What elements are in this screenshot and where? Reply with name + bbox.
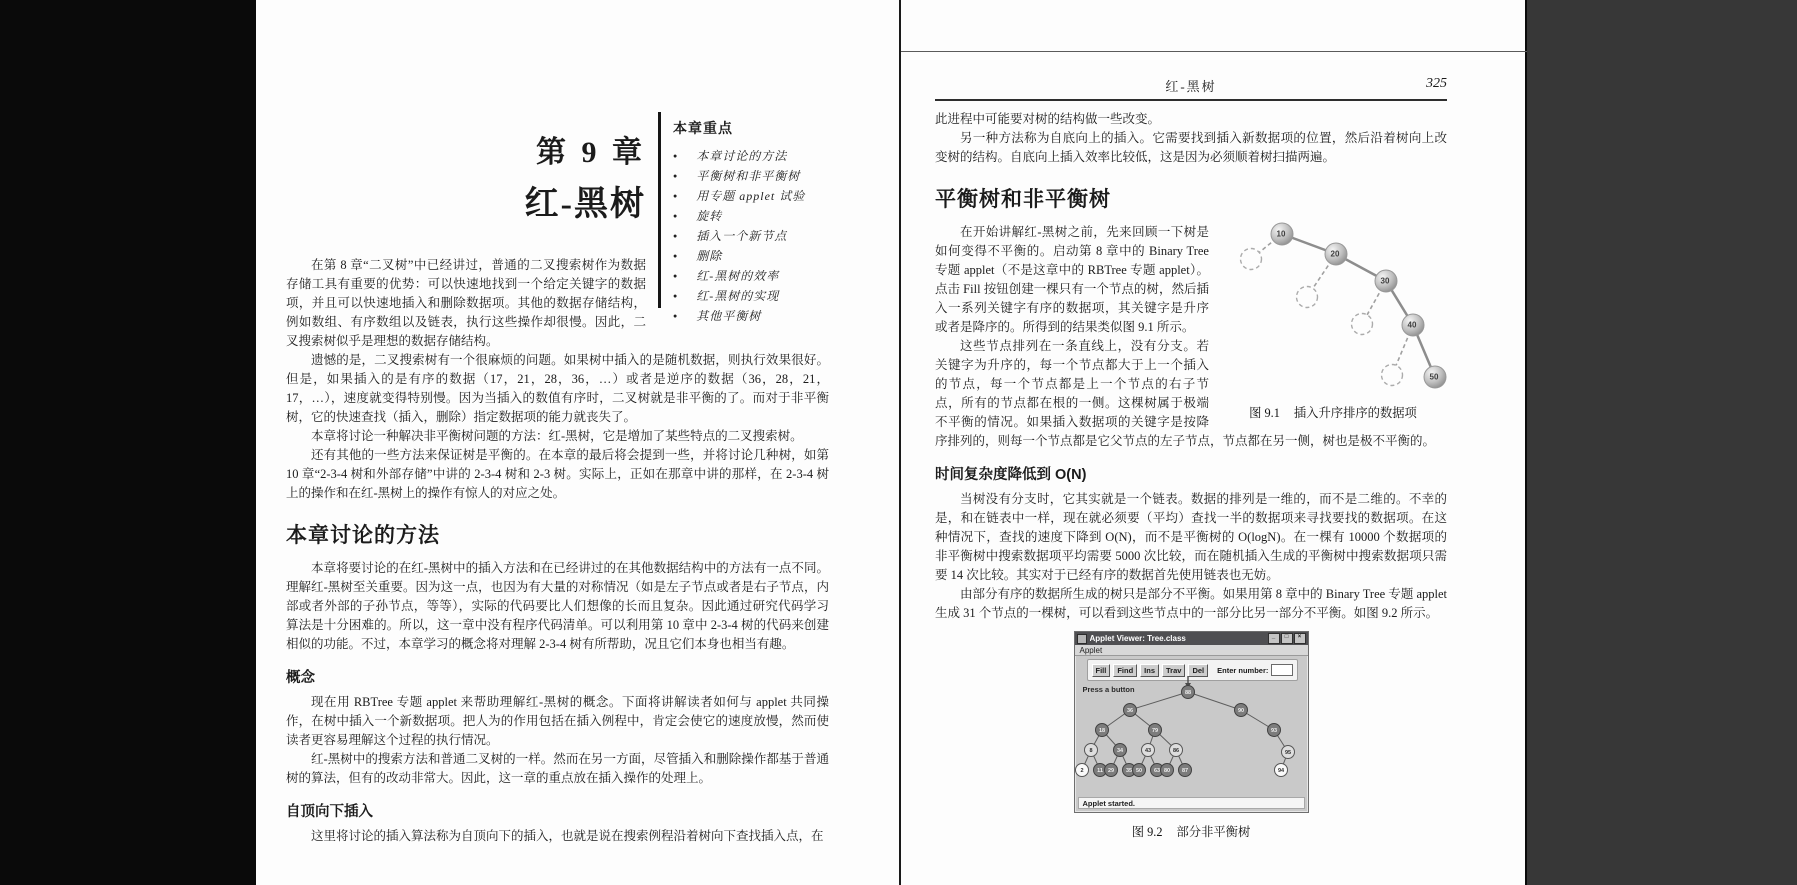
svg-text:94: 94 (1277, 768, 1284, 774)
applet-menu: Applet (1075, 645, 1308, 656)
figure-9-1-caption: 图 9.1 插入升序排序的数据项 (1249, 406, 1417, 420)
bullet-icon: ● (673, 272, 679, 280)
window-title: Applet Viewer: Tree.class (1089, 634, 1186, 643)
svg-text:88: 88 (1184, 690, 1191, 696)
sidebar-topic-label: 旋转 (696, 209, 723, 223)
right-page-content (901, 0, 1525, 840)
window-icon (1077, 634, 1087, 644)
section-heading-methods: 本章讨论的方法 (286, 524, 440, 547)
svg-text:11: 11 (1096, 768, 1103, 774)
paragraph: 这些节点排列在一条直线上，没有分支。若关键字为升序的，每一个节点都大于上一个插入的节点，每一个节点都是上一个节点的右子节点，所有的节点都在根的一侧。这棵树属于极端不平衡的情况。如果插入数据项的关键字是按降序排列的，则每一个节点都是它父节点的左子节点，节点都在另一侧，树也是极不平衡的。 (935, 339, 1436, 448)
maximize-icon: □ (1281, 633, 1293, 644)
svg-text:50: 50 (1135, 768, 1142, 774)
section-paragraph: 本章将要讨论的在红-黑树中的插入方法和在已经讲过的在其他数据结构中的方法有一点不同。理解红-黑树至关重要。因为这一点，也因为有大量的对称情况（如是左子节点或者是右子节点，内部或者外部的子孙节点，等等），实际的代码要比人们想像的长而且复杂。因此通过研究代码学习算法是十分困难的。所以，这一章中没有程序代码清单。可以利用第 10 章中 2-3-4 树的代码来创建相似的功能。不过，本章学习的概念将对理解 2-3-4 树有所帮助，况且它们本身也相当有趣。 (286, 561, 829, 651)
bullet-icon: ● (673, 252, 679, 260)
sidebar-title: 本章重点 (673, 120, 733, 136)
chapter-number: 第 9 章 (536, 136, 646, 169)
sidebar-topic-item (673, 187, 829, 207)
subsection-heading-topdown-insert: 自顶向下插入 (286, 804, 373, 820)
svg-text:34: 34 (1116, 748, 1123, 754)
sidebar-topic-item (673, 147, 829, 167)
sidebar-topic-item (673, 247, 829, 267)
svg-text:40: 40 (1407, 320, 1417, 330)
svg-text:79: 79 (1151, 728, 1158, 734)
bullet-icon: ● (673, 152, 679, 160)
svg-text:87: 87 (1181, 768, 1188, 774)
figure-9-1 (1219, 217, 1447, 421)
section-paragraph: 现在用 RBTree 专题 applet 来帮助理解红-黑树的概念。下面将讲解读者如何与 applet 共同操作，在树中插入一个新数据项。把人为的作用包括在插入例程中，肯定会使它的速度放慢，然而使读者更容易理解这个过程的执行情况。 (286, 695, 829, 747)
continued-paragraph: 此进程中可能要对树的结构做一些改变。 (935, 112, 1161, 126)
applet-status-bar: Applet started. (1078, 797, 1305, 809)
intro-paragraph: 还有其他的一些方法来保证树是平衡的。在本章的最后将会提到一些，并将讨论几种树，如第 10 章“2-3-4 树和外部存储”中讲的 2-3-4 树和 2-3 树。实际上，正如在那章中讲的那样，在 2-3-4 树上的操作和在红-黑树上的操作有惊人的对应之处。 (286, 448, 829, 500)
figure-9-2-caption: 图 9.2 部分非平衡树 (1131, 825, 1251, 839)
figure-9-2-label: 图 9.2 (1131, 825, 1163, 839)
bullet-icon: ● (673, 232, 679, 240)
paragraph: 当树没有分支时，它其实就是一个链表。数据的排列是一维的，而不是二维的。不幸的是，和在链表中一样，现在就必须要（平均）查找一半的数据项来寻找要找的数据项。在这种情况下，查找的速度下降到 O(N)，而不是平衡树的 O(logN)。在一棵有 10000 个数据项的非平衡树中搜索数据项平均需要 5000 次比较，而在随机插入生成的平衡树中搜索数据项只需要 14 次比较。其实对于已经有序的数据首先使用链表也无妨。 (935, 492, 1447, 582)
applet-tree-graphic (1075, 672, 1310, 795)
bullet-icon: ● (673, 212, 679, 220)
applet-fill-button: Fill (1092, 664, 1111, 677)
intro-paragraph: 在第 8 章“二叉树”中已经讲过，普通的二叉搜索树作为数据存储工具有重要的优势：可以快速地找到一个给定关键字的数据项，并且可以快速地插入和删除数据项。其他的数据存储结构，例如数组、有序数组以及链表，执行这些操作却很慢。因此，二叉搜索树似乎是理想的数据存储结构。 (286, 258, 646, 348)
close-icon: × (1294, 633, 1306, 644)
sidebar-topic-label: 红-黑树的实现 (696, 289, 780, 303)
enter-number-label: Enter number: (1217, 665, 1269, 675)
paragraph: 由部分有序的数据所生成的树只是部分不平衡。如果用第 8 章中的 Binary Tree 专题 applet 生成 31 个节点的一棵树，可以看到这些节点中的一部分比另一部分不平衡。如图 9.2 所示。 (935, 587, 1447, 620)
chapter-topics-sidebar (658, 112, 829, 323)
applet-ins-button: Ins (1140, 664, 1159, 677)
svg-text:95: 95 (1284, 750, 1291, 756)
sidebar-topic-label: 本章讨论的方法 (696, 149, 788, 163)
sidebar-topic-item (673, 307, 829, 327)
right-margin-band (1527, 0, 1797, 885)
sidebar-topic-label: 平衡树和非平衡树 (696, 169, 801, 183)
left-page-content (256, 0, 899, 846)
sidebar-topic-item (673, 207, 829, 227)
bullet-icon: ● (673, 172, 679, 180)
paragraph: 在开始讲解红-黑树之前，先来回顾一下树是如何变得不平衡的。启动第 8 章中的 Binary Tree 专题 applet（不是这章中的 RBTree 专题 applet）。点击 Fill 按钮创建一棵只有一个节点的树，然后插入一系列关键字有序的数据项，其关键字是升序或者是降序的。所得到的结果类似图 9.1 所示。 (935, 225, 1209, 334)
svg-text:36: 36 (1126, 708, 1133, 714)
applet-viewer-window (1074, 631, 1309, 813)
page-top-edge (901, 51, 1527, 52)
svg-text:2: 2 (1079, 768, 1084, 774)
figure-9-1-label: 图 9.1 (1249, 406, 1280, 420)
svg-text:93: 93 (1270, 728, 1277, 734)
sidebar-topic-label: 插入一个新节点 (696, 229, 788, 243)
svg-text:80: 80 (1163, 768, 1170, 774)
applet-trav-button: Trav (1162, 664, 1185, 677)
sidebar-topic-label: 红-黑树的效率 (696, 269, 780, 283)
sidebar-topic-item (673, 267, 829, 287)
svg-text:86: 86 (1172, 748, 1179, 754)
sidebar-topic-item (673, 227, 829, 247)
minimize-icon: _ (1268, 633, 1280, 644)
right-page (899, 0, 1525, 885)
figure-9-1-tree-graphic (1219, 217, 1447, 395)
svg-text:30: 30 (1380, 276, 1390, 286)
svg-text:35: 35 (1125, 768, 1132, 774)
intro-paragraph: 遗憾的是，二叉搜索树有一个很麻烦的问题。如果树中插入的是随机数据，则执行效果很好。但是，如果插入的是有序的数据（17，21，28，36，…）或者是逆序的数据（36，28，21，17，…），速度就变得特别慢。因为当插入的数值有序时，二叉树就是非平衡的了。而对于非平衡树，它的快速查找（插入，删除）指定数据项的能力就丧失了。 (286, 353, 829, 424)
svg-text:50: 50 (1429, 372, 1439, 382)
running-header (935, 76, 1447, 101)
svg-text:18: 18 (1098, 728, 1105, 734)
sidebar-topic-label: 其他平衡树 (696, 309, 762, 323)
bullet-icon: ● (673, 312, 679, 320)
bullet-icon: ● (673, 292, 679, 300)
applet-del-button: Del (1188, 664, 1208, 677)
sidebar-topic-label: 用专题 applet 试验 (696, 189, 806, 203)
sidebar-topic-label: 删除 (696, 249, 723, 263)
running-header-title: 红-黑树 (1165, 79, 1217, 94)
figure-9-2 (1074, 631, 1309, 840)
sidebar-topic-item (673, 167, 829, 187)
svg-text:8: 8 (1088, 748, 1093, 754)
left-page (256, 0, 899, 885)
intro-paragraph: 本章将讨论一种解决非平衡树问题的方法：红-黑树，它是增加了某些特点的二叉搜索树。 (311, 429, 803, 443)
chapter-title: 红-黑树 (524, 186, 646, 223)
sidebar-topics-list (673, 147, 829, 327)
svg-text:63: 63 (1153, 768, 1160, 774)
applet-find-button: Find (1113, 664, 1137, 677)
section-paragraph: 这里将讨论的插入算法称为自顶向下的插入，也就是说在搜索例程沿着树向下查找插入点，在 (311, 829, 824, 843)
applet-title-bar (1075, 632, 1308, 645)
svg-text:43: 43 (1144, 748, 1151, 754)
paragraph: 另一种方法称为自底向上的插入。它需要找到插入新数据项的位置，然后沿着树向上改变树的结构。自底向上插入效率比较低，这是因为必须顺着树扫描两遍。 (935, 131, 1447, 164)
bullet-icon: ● (673, 192, 679, 200)
applet-hint-text: Press a button (1082, 685, 1135, 694)
sidebar-topic-item (673, 287, 829, 307)
svg-text:20: 20 (1330, 249, 1340, 259)
svg-text:90: 90 (1237, 708, 1244, 714)
section-heading-balanced-trees: 平衡树和非平衡树 (935, 188, 1111, 211)
subsection-heading-time-complexity: 时间复杂度降低到 O(N) (935, 467, 1087, 483)
svg-text:10: 10 (1276, 229, 1286, 239)
page-number: 325 (1426, 76, 1447, 91)
subsection-heading-concepts: 概念 (286, 670, 315, 686)
section-paragraph: 红-黑树中的搜索方法和普通二叉树的一样。然而在另一方面，尽管插入和删除操作都基于普通树的算法，但有的改动非常大。因此，这一章的重点放在插入操作的处理上。 (286, 752, 829, 785)
svg-text:29: 29 (1107, 768, 1114, 774)
